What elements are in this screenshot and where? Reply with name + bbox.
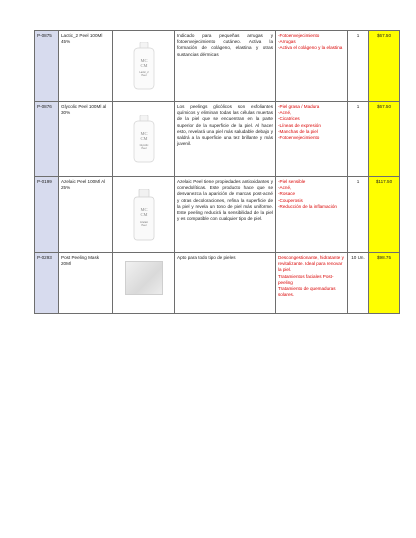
sachet-icon — [125, 261, 163, 295]
benefit-item: Tratamiento de quemaduras solares. — [278, 286, 336, 298]
svg-text:CM: CM — [139, 63, 148, 68]
product-benefits — [276, 31, 348, 102]
svg-text:Peel: Peel — [140, 147, 147, 150]
bottle-icon — [133, 115, 155, 163]
benefit-item: -Piel grasa / Madura — [278, 104, 320, 109]
product-code: P-0293 — [35, 253, 59, 314]
benefit-item: -Acné, — [278, 110, 292, 116]
product-image-cell — [113, 253, 175, 314]
product-description: Azelaic Peel tiene propiedades antioxidantes y comedolíticas. Este producto hace que se desvanezca la aparición de marcas post-acné y otras decoloraciones, refina la superficie de la piel y revela un tono de piel más uniforme. Este peeling reducirá la sensibilidad de la piel y es compatible con cualquier tipo de piel. — [175, 177, 276, 253]
product-description: Apto para todo tipo de pieles — [175, 253, 276, 314]
bottle-icon — [133, 42, 155, 90]
benefit-item: -Reducción de la inflamación — [278, 203, 337, 209]
product-name: Glycolic Peel 100Ml al 30% — [59, 102, 113, 177]
product-benefits — [276, 102, 348, 177]
product-benefits — [276, 177, 348, 253]
bottle-label: Lactic_2 — [138, 71, 149, 74]
product-code: P-0876 — [35, 102, 59, 177]
product-image-cell — [113, 177, 175, 253]
benefit-item: Descongestionante, hidratante y revitalizante. Ideal para renovar la piel. — [278, 255, 344, 273]
bottle-label: Azelaic — [139, 220, 148, 224]
benefit-item: -Acné, — [278, 185, 292, 191]
svg-text:CM: CM — [139, 211, 148, 217]
product-description: Indicado para pequeñas arrugas y fotoenvejecimiento cutáneo. Activa la formación de colágeno, elastina y otras sustancias dérmicas — [175, 31, 276, 102]
table-row — [35, 177, 400, 253]
benefit-item: -Líneas de expresión — [278, 122, 321, 128]
benefit-item: -Fotoenvejecimiento — [278, 33, 320, 38]
product-quantity: 1 — [348, 31, 369, 102]
bottle-logo: MC — [139, 58, 148, 63]
product-code: P-0199 — [35, 177, 59, 253]
benefit-item: -Arrugas — [278, 39, 296, 45]
benefit-item: -Activa el colágeno y la elastina — [278, 45, 343, 51]
benefit-item: -Cicatrices — [278, 116, 300, 122]
benefit-item: -Manchas de la piel — [278, 128, 318, 134]
product-price: $67.50 — [369, 31, 400, 102]
svg-text:Peel: Peel — [140, 223, 147, 227]
benefit-item: -Rosace — [278, 191, 296, 197]
bottle-logo: MC — [139, 131, 148, 136]
product-benefits — [276, 253, 348, 314]
product-price: $98.75 — [369, 253, 400, 314]
product-price: $67.50 — [369, 102, 400, 177]
table-row — [35, 253, 400, 314]
product-name: Post Peeling Mask 20Ml — [59, 253, 113, 314]
product-description: Los peelings glicólicos son exfoliantes químicos y eliminan todas las células muertas de la piel que se encuentran en la parte superior de la superficie de la piel. Al hacer esto, revelará una piel más saludable debajo y saldrá a la superficie una tez brillante y más juvenil. — [175, 102, 276, 177]
table-row — [35, 31, 400, 102]
benefit-item: -Couperosis — [278, 197, 303, 203]
product-image-cell — [113, 102, 175, 177]
product-quantity: 1 — [348, 102, 369, 177]
bottle-label: Glycolic — [139, 144, 148, 147]
bottle-icon — [133, 189, 155, 241]
product-image-cell — [113, 31, 175, 102]
svg-text:Peel: Peel — [140, 74, 147, 77]
bottle-logo: MC — [139, 206, 148, 212]
svg-text:CM: CM — [139, 136, 148, 141]
product-name: Azelaic Peel 100Ml Al 25% — [59, 177, 113, 253]
product-quantity: 10 Un. — [348, 253, 369, 314]
table-row — [35, 102, 400, 177]
product-name: Lactic_2 Peel 100Ml 45% — [59, 31, 113, 102]
benefit-item: -Fotoenvejecimiento — [278, 135, 320, 141]
product-price: $117.50 — [369, 177, 400, 253]
benefit-item: -Piel sensible — [278, 179, 306, 184]
product-quantity: 1 — [348, 177, 369, 253]
product-table — [34, 30, 400, 314]
benefit-item: Tratamientos faciales Post-peeling — [278, 273, 334, 285]
product-code: P-0875 — [35, 31, 59, 102]
